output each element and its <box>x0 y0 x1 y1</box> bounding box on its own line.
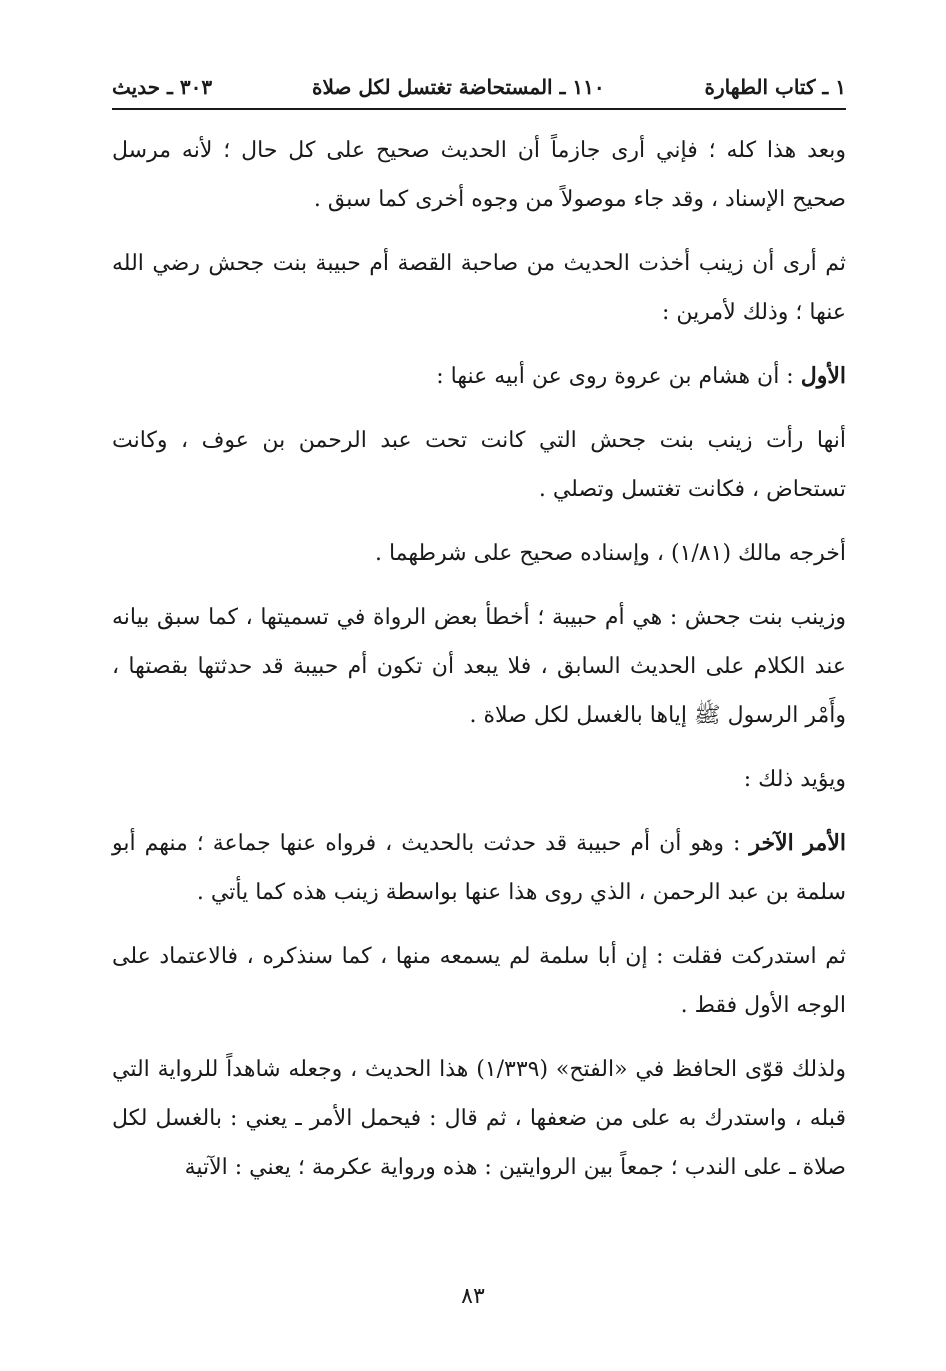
section-title: ١١٠ ـ المستحاضة تغتسل لكل صلاة <box>312 75 605 99</box>
paragraph: الأول : أن هشام بن عروة روى عن أبيه عنها : <box>436 363 846 389</box>
running-header <box>112 70 846 104</box>
body-text <box>112 126 846 1207</box>
paragraph: ويؤيد ذلك : <box>743 767 846 792</box>
header-divider <box>112 108 846 110</box>
hadith-number: ٣٠٣ ـ حديث <box>112 75 213 99</box>
paragraph-lead: الأول <box>800 363 846 389</box>
paragraph: ثم أرى أن زينب أخذت الحديث من صاحبة القصة أم حبيبة بنت جحش رضي الله عنها ؛ وذلك لأمرين : <box>112 251 846 325</box>
paragraph-lead: الأمر الآخر <box>749 830 847 856</box>
page-number: ٨٣ <box>461 1284 485 1309</box>
paragraph: وزينب بنت جحش : هي أم حبيبة ؛ أخطأ بعض الرواة في تسميتها ، كما سبق بيانه عند الكلام على الحديث السابق ، فلا يبعد أن تكون أم حبيبة قد حدثتها بقصتها ، وأَمْر الرسول ﷺ إياها بالغسل لكل صلاة . <box>112 605 846 728</box>
paragraph: وبعد هذا كله ؛ فإني أرى جازماً أن الحديث صحيح على كل حال ؛ لأنه مرسل صحيح الإسناد ، وقد جاء موصولاً من وجوه أخرى كما سبق . <box>112 138 846 212</box>
paragraph: أخرجه مالك (١/٨١) ، وإسناده صحيح على شرطهما . <box>374 541 846 566</box>
paragraph: ثم استدركت فقلت : إن أبا سلمة لم يسمعه منها ، كما سنذكره ، فالاعتماد على الوجه الأول فقط . <box>112 944 846 1018</box>
paragraph: ولذلك قوّى الحافظ في «الفتح» (١/٣٣٩) هذا الحديث ، وجعله شاهداً للرواية التي قبله ، واستدرك به على من ضعفها ، ثم قال : فيحمل الأمر ـ يعني : بالغسل لكل صلاة ـ على الندب ؛ جمعاً بين الروايتين : هذه ورواية عكرمة ؛ يعني : الآتية <box>112 1057 846 1180</box>
paragraph: أنها رأت زينب بنت جحش التي كانت تحت عبد الرحمن بن عوف ، وكانت تستحاض ، فكانت تغتسل وتصلي . <box>112 428 846 502</box>
chapter-title: ١ ـ كتاب الطهارة <box>704 75 846 99</box>
paragraph: الأمر الآخر : وهو أن أم حبيبة قد حدثت بالحديث ، فرواه عنها جماعة ؛ منهم أبو سلمة بن عبد الرحمن ، الذي روى هذا عنها بواسطة زينب هذه كما يأتي . <box>112 830 847 905</box>
